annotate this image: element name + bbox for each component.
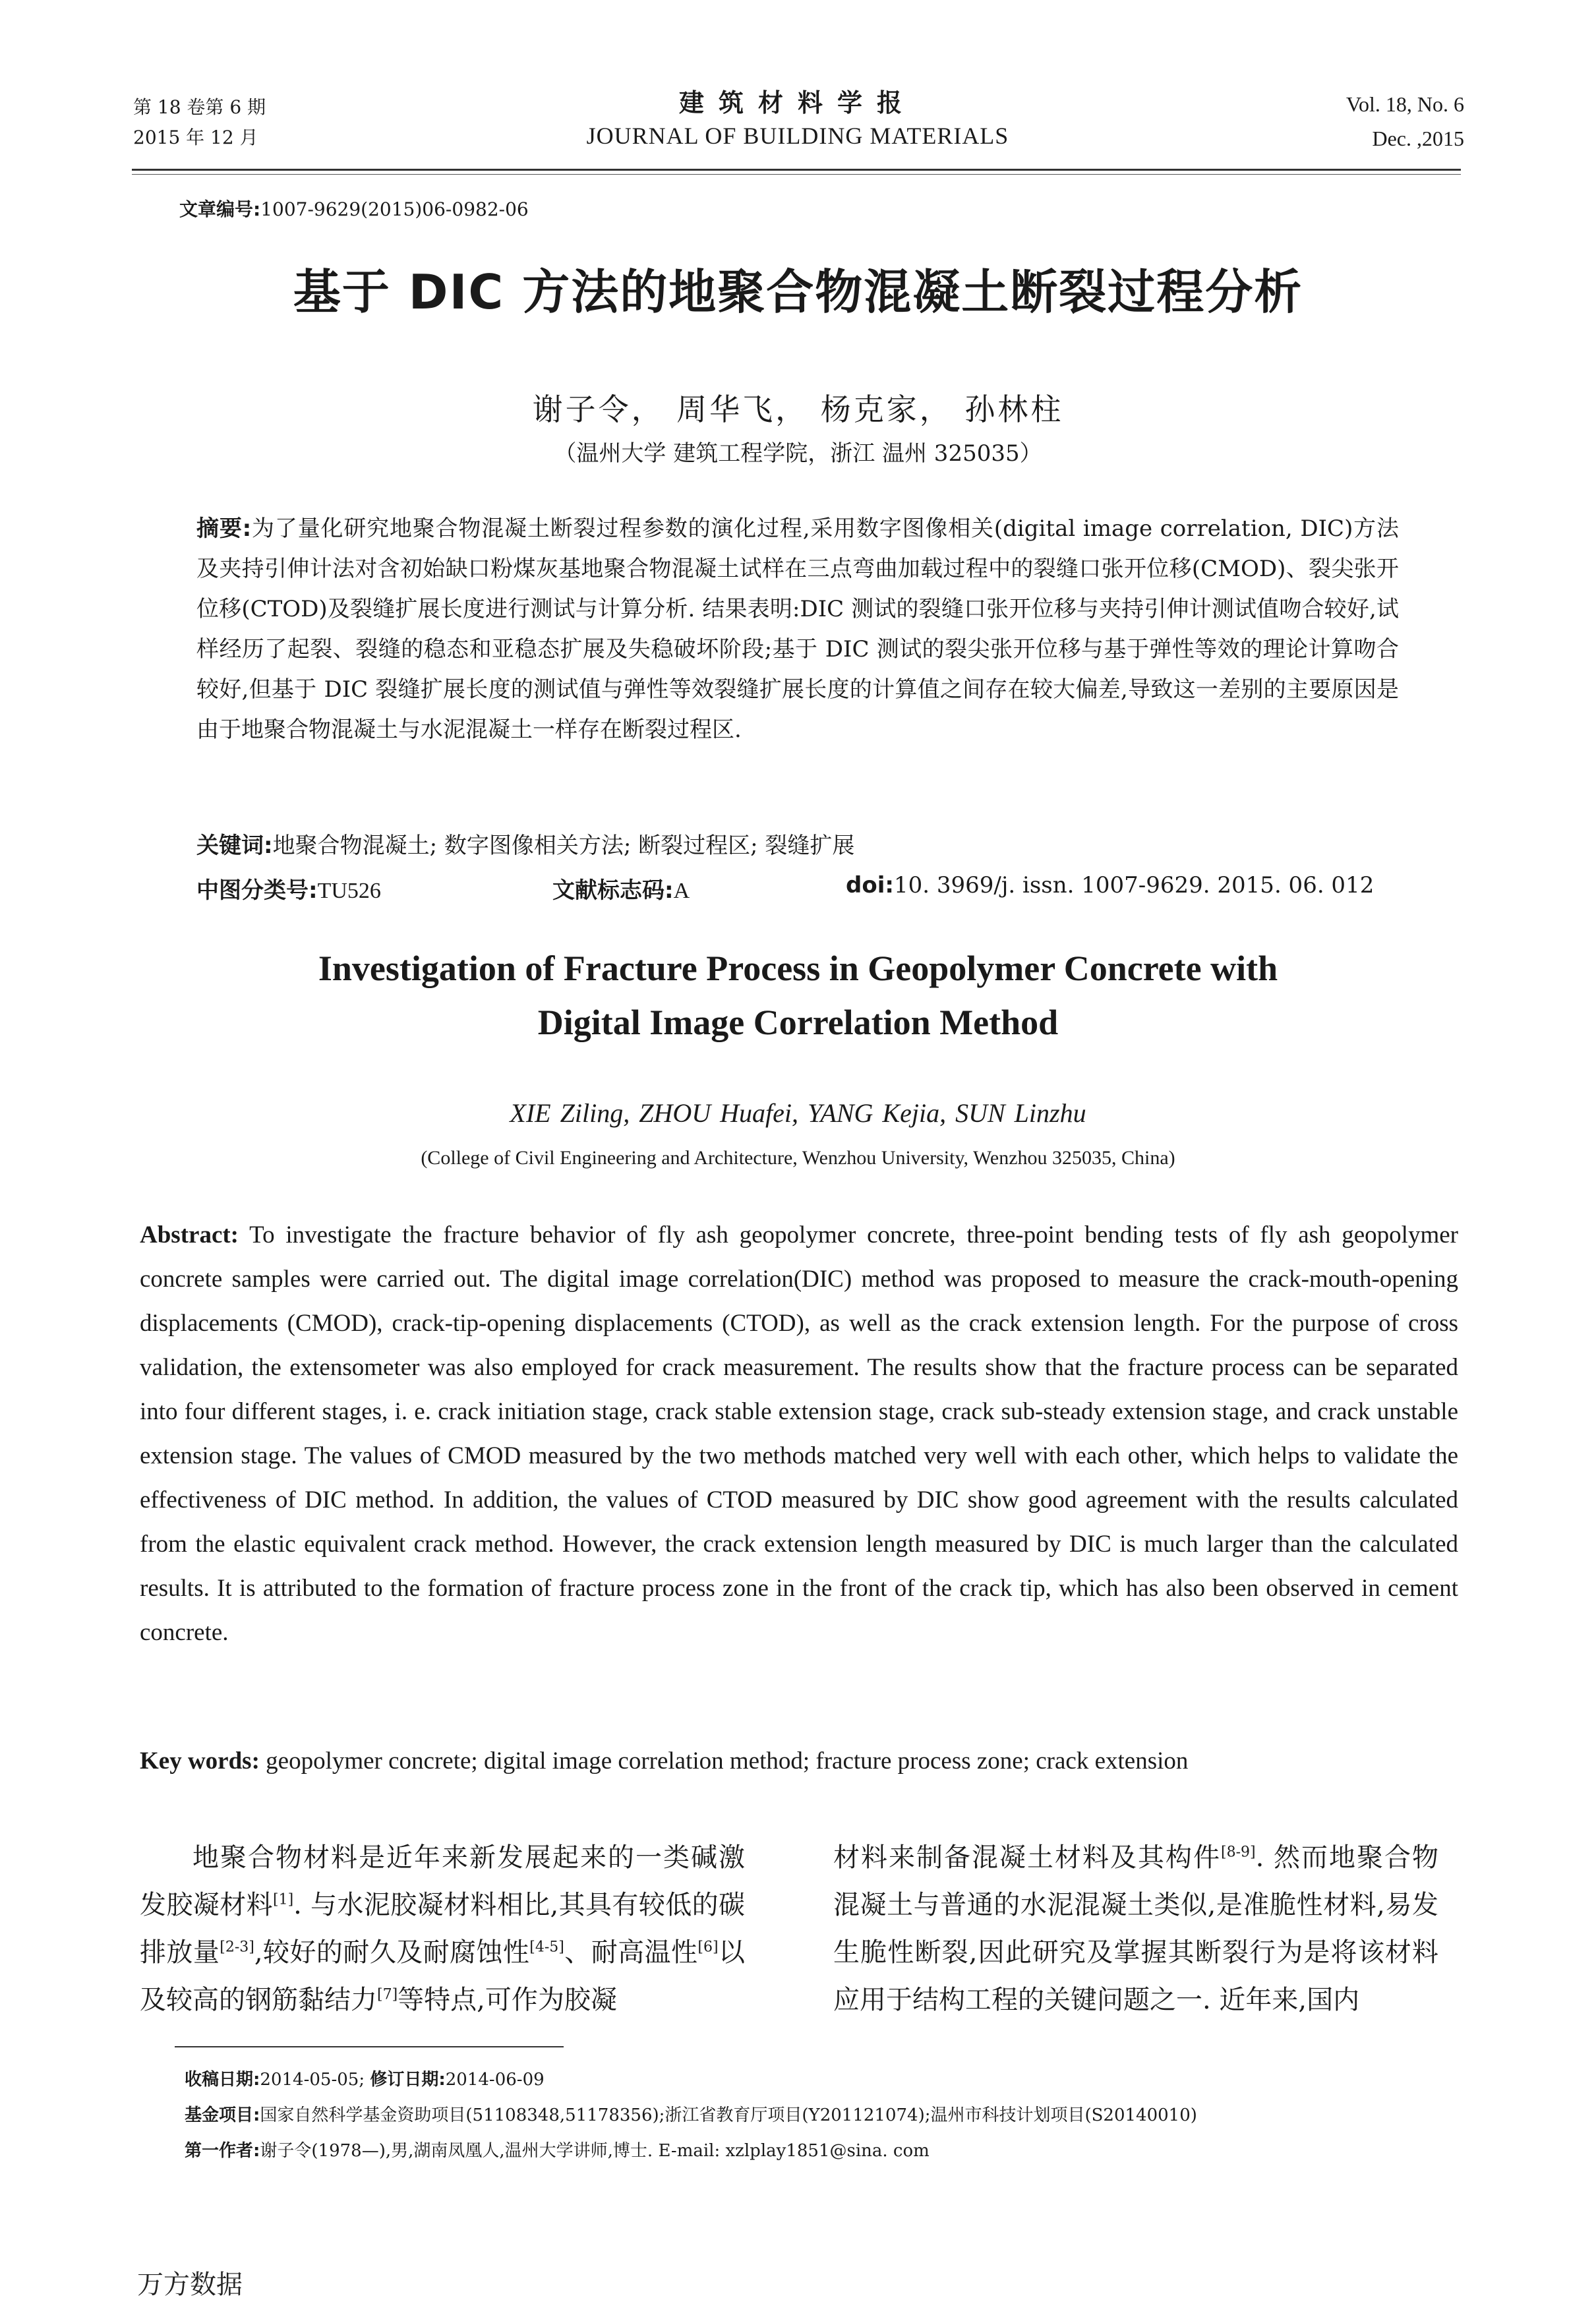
article-number-value: 1007-9629(2015)06-0982-06 [260,198,529,220]
keywords-cn-text: 地聚合物混凝土; 数字图像相关方法; 断裂过程区; 裂缝扩展 [272,833,855,859]
header-rule [132,169,1461,171]
article-number [179,195,529,221]
keywords-en-text: geopolymer concrete; digital image correlation method; fracture process zone; crack extension [266,1748,1189,1775]
abstract-cn-label: 摘要: [196,515,252,542]
abstract-en-text: To investigate the fracture behavior of fly ash geopolymer concrete, three-point bending tests of fly ash geopolymer concrete samples were carried out. The digital image correlation(DIC) method was proposed to measure the crack-mouth-opening displacements (CMOD), crack-tip-opening displacements (CTOD), as well as the crack extension length. For the purpose of cross validation, the extensometer was also employed for crack measurement. The results show that the fracture process can be separated into four different stages, i. e. crack initiation stage, crack stable extension stage, crack sub-steady extension stage, and crack unstable extension stage. The values of CMOD measured by the two methods matched very well with each other, which helps to validate the effectiveness of DIC method. In addition, the values of CTOD measured by DIC show good agreement with the results calculated from the elastic equivalent crack method. However, the crack extension length measured by DIC is much larger than the calculated results. It is attributed to the formation of fracture process zone in the front of the crack tip, which has also been observed in cement concrete. [140,1221,1458,1646]
first-author-value: 谢子令(1978—),男,湖南凤凰人,温州大学讲师,博士. E-mail: xzlplay1851@sina. com [260,2141,930,2161]
received-value: 2014-05-05; [260,2070,365,2090]
body-text: . 与水泥胶凝材料相比,其具有较低的碳排放量 [140,1890,746,1968]
body-text: 等特点,可作为胶凝 [398,1985,617,2015]
fund-label: 基金项目: [185,2105,260,2125]
journal-masthead [461,84,1134,150]
body-column-right [833,1834,1438,2024]
revised-label: 修订日期: [370,2070,446,2090]
date-en: Dec. ,2015 [1372,127,1464,150]
page-title-en [132,941,1464,1049]
citation-ref[interactable]: [2-3] [220,1939,254,1956]
authors-cn: 谢子令， 周华飞， 杨克家， 孙林柱 [532,392,1064,427]
citation-ref[interactable]: [4-5] [529,1939,564,1956]
citation-ref[interactable]: [6] [697,1939,719,1956]
issue-info [133,92,266,153]
date-cn: 2015 年 12 月 [133,127,258,148]
volume-en: Vol. 18, No. 6 [1346,92,1464,116]
keywords-en-label: Key words: [140,1748,260,1775]
clc-value: TU526 [317,879,381,903]
watermark: 万方数据 [137,2270,243,2300]
body-text: . 然而地聚合物混凝土与普通的水泥混凝土类似,是准脆性材料,易发生脆性断裂,因此研究及掌握其断裂行为是将该材料应用于结构工程的关键问题之一. 近年来,国内 [833,1842,1438,2015]
doc-code-label: 文献标志码: [552,877,674,904]
keywords-cn-label: 关键词: [196,833,273,859]
body-text: 材料来制备混凝土材料及其构件 [833,1842,1221,1873]
body-column-left [140,1834,745,2024]
body-text: 地聚合物材料是近年来新发展起来的一类碱激发胶凝材料 [140,1842,745,1920]
page-title-cn: 基于 DIC 方法的地聚合物混凝土断裂过程分析 [293,264,1303,320]
affiliation-en: (College of Civil Engineering and Architecture, Wenzhou University, Wenzhou 325035, China) [421,1147,1175,1169]
keywords-cn [196,827,1399,860]
abstract-cn [196,509,1399,750]
authors-en: XIE Ziling, ZHOU Huafei, YANG Kejia, SUN Linzhu [510,1098,1086,1128]
doc-code-value: A [673,879,690,903]
received-label: 收稿日期: [185,2070,260,2090]
abstract-cn-text: 为了量化研究地聚合物混凝土断裂过程参数的演化过程,采用数字图像相关(digital image correlation, DIC)方法及夹持引伸计法对含初始缺口粉煤灰基地聚合物混凝土试样在三点弯曲加载过程中的裂缝口张开位移(CMOD)、裂尖张开位移(CTOD)及裂缝扩展长度进行测试与计算分析. 结果表明:DIC 测试的裂缝口张开位移与夹持引伸计测试值吻合较好,试样经历了起裂、裂缝的稳态和亚稳态扩展及失稳破坏阶段;基于 DIC 测试的裂尖张开位移与基于弹性等效的理论计算吻合较好,但基于 DIC 裂缝扩展长度的测试值与弹性等效裂缝扩展长度的计算值之间存在较大偏差,导致这一差别的主要原因是由于地聚合物混凝土与水泥混凝土一样存在断裂过程区. [196,515,1399,743]
clc-label: 中图分类号: [196,877,318,904]
title-en-line1: Investigation of Fracture Process in Geopolymer Concrete with [318,949,1278,988]
document-code [552,872,690,904]
footnote-rule [175,2046,564,2047]
body-text: ,较好的耐久及耐腐蚀性 [254,1937,530,1968]
citation-ref[interactable]: [1] [272,1891,294,1908]
footnote-dates [185,2062,1463,2098]
fund-value: 国家自然科学基金资助项目(51108348,51178356);浙江省教育厅项目(Y201121074);温州市科技计划项目(S20140010) [260,2105,1197,2125]
volume-cn: 第 18 卷第 6 期 [133,96,266,118]
title-en-line2: Digital Image Correlation Method [537,1003,1059,1042]
abstract-en-label: Abstract: [140,1221,239,1249]
doi [846,872,1374,898]
footnotes [185,2062,1463,2169]
journal-name-cn: 建筑材料学报 [678,88,916,117]
body-text: 以及较高的钢筋黏结力 [140,1937,746,2015]
body-text: 、耐高温性 [564,1937,698,1968]
abstract-en [140,1213,1458,1655]
issue-info-en [1346,87,1464,156]
article-number-label: 文章编号: [179,198,261,220]
revised-value: 2014-06-09 [445,2070,545,2090]
clc-number [196,872,381,904]
header-rule-thin [132,174,1461,175]
affiliation-cn: （温州大学 建筑工程学院，浙江 温州 325035） [554,440,1042,467]
keywords-en [140,1747,1458,1775]
doi-label: doi: [846,872,894,898]
footnote-author [185,2133,1463,2169]
first-author-label: 第一作者: [185,2141,260,2161]
footnote-fund [185,2098,1463,2133]
citation-ref[interactable]: [8-9] [1220,1844,1256,1861]
journal-name-en: JOURNAL OF BUILDING MATERIALS [586,123,1009,149]
doi-value: 10. 3969/j. issn. 1007-9629. 2015. 06. 012 [893,872,1374,898]
citation-ref[interactable]: [7] [377,1986,398,2003]
